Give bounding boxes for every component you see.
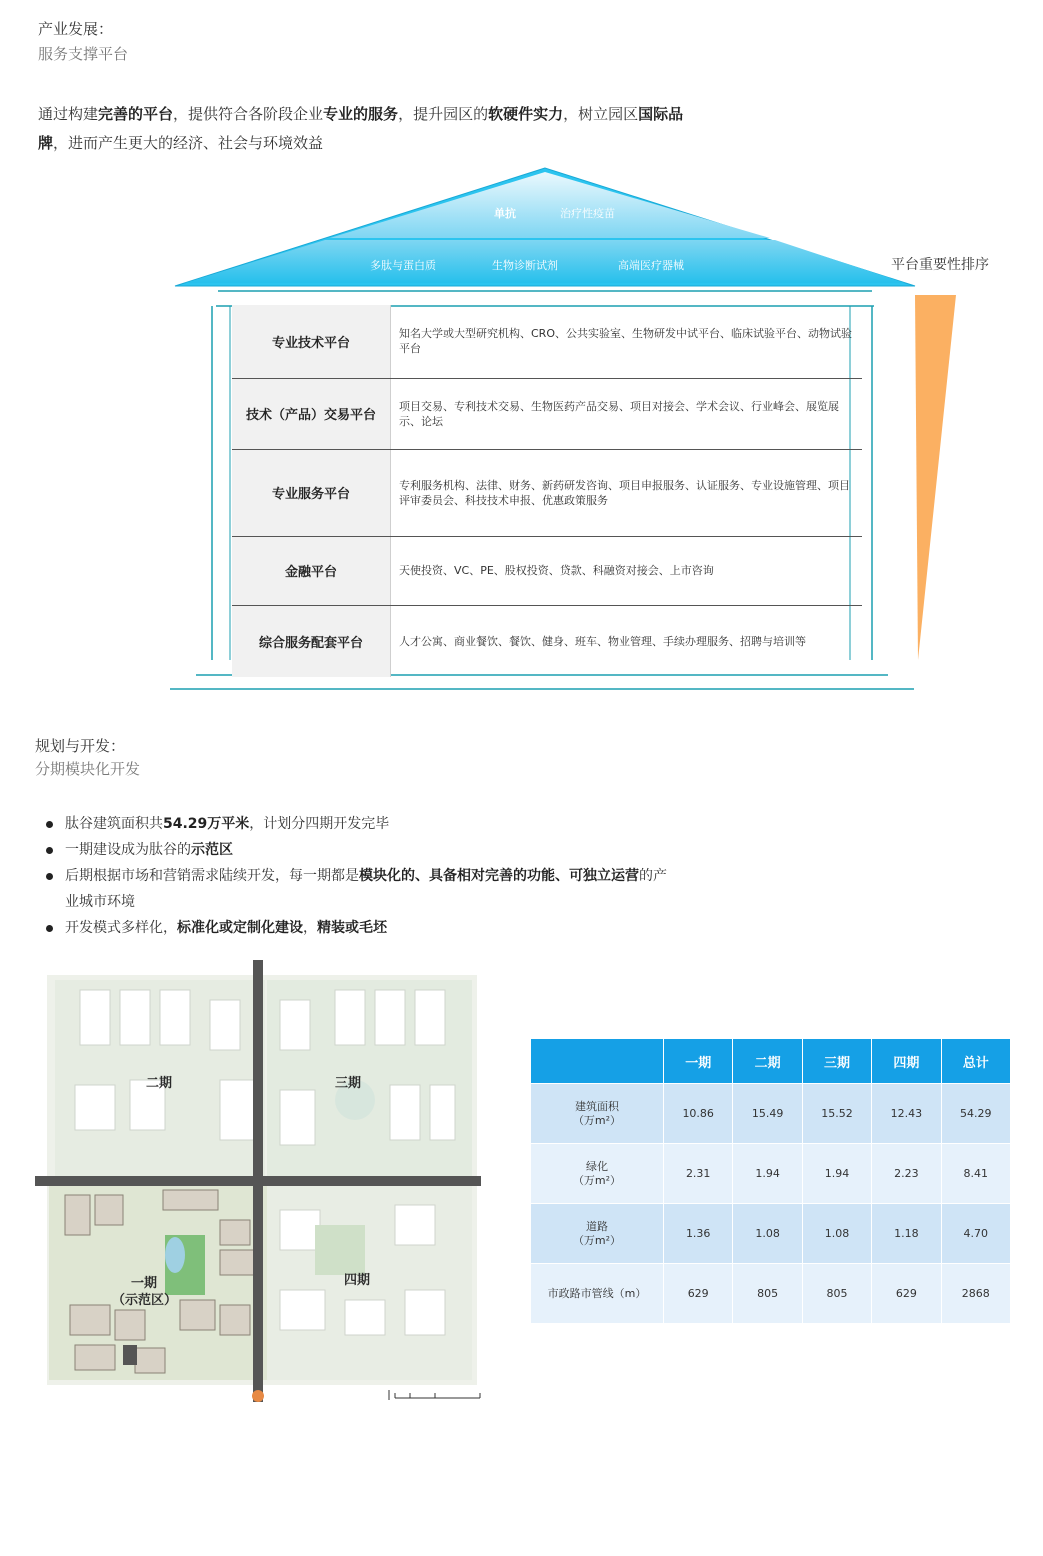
map-label-phase4: 四期 bbox=[344, 1273, 371, 1288]
table-header: 四期 bbox=[872, 1039, 941, 1084]
bullet-bold: 54.29万平米 bbox=[163, 816, 250, 832]
table-row bbox=[531, 1144, 1011, 1204]
platform-table bbox=[232, 305, 862, 677]
bullet-bold: 示范区 bbox=[191, 842, 233, 858]
row-label-text: 建筑面积 bbox=[575, 1099, 619, 1113]
table-cell: 629 bbox=[664, 1264, 733, 1324]
roof-top-label: 治疗性疫苗 bbox=[560, 207, 615, 220]
paragraph-bold: 完善的平台 bbox=[98, 105, 174, 123]
platform-name: 专业服务平台 bbox=[232, 449, 391, 536]
platform-desc: 专利服务机构、法律、财务、新药研发咨询、项目申报服务、认证服务、专业设施管理、项目评审委员会、科技技术申报、优惠政策服务 bbox=[391, 449, 863, 536]
table-cell: 12.43 bbox=[872, 1084, 941, 1144]
paragraph-text: ，进而产生更大的经济、社会与环境效益 bbox=[53, 134, 324, 152]
table-cell: 2.31 bbox=[664, 1144, 733, 1204]
map-label-phase3: 三期 bbox=[335, 1076, 362, 1091]
phase1-pond bbox=[165, 1237, 185, 1273]
bullet-item bbox=[38, 811, 698, 837]
bullet-item bbox=[38, 837, 698, 863]
table-cell: 1.18 bbox=[872, 1204, 941, 1264]
row-label-text: 道路 bbox=[586, 1219, 608, 1233]
road-horizontal bbox=[35, 1176, 481, 1186]
roof-top bbox=[330, 172, 770, 238]
row-unit: （万m²） bbox=[572, 1173, 622, 1187]
bullet-dot bbox=[46, 821, 53, 828]
table-cell: 10.86 bbox=[664, 1084, 733, 1144]
table-cell: 15.49 bbox=[733, 1084, 802, 1144]
row-label-text: 绿化 bbox=[586, 1159, 608, 1173]
platform-row bbox=[232, 536, 862, 605]
bullet-dot bbox=[46, 925, 53, 932]
platform-row bbox=[232, 305, 862, 378]
bullet-text: 后期根据市场和营销需求陆续开发，每一期都是 bbox=[65, 868, 359, 884]
bullet-bold: 精装或毛坯 bbox=[317, 920, 387, 936]
entrance-marker bbox=[252, 1390, 264, 1402]
row-unit: （万m²） bbox=[572, 1113, 622, 1127]
table-cell: 805 bbox=[802, 1264, 871, 1324]
platform-desc: 知名大学或大型研究机构、CRO、公共实验室、生物研发中试平台、临床试验平台、动物试验平台 bbox=[391, 305, 863, 378]
section-subtitle-planning: 分期模块化开发 bbox=[35, 760, 141, 778]
table-cell: 1.94 bbox=[802, 1144, 871, 1204]
table-row bbox=[531, 1204, 1011, 1264]
section-title-industry: 产业发展： bbox=[38, 20, 114, 38]
table-header: 三期 bbox=[802, 1039, 871, 1084]
ranking-wedge bbox=[915, 295, 956, 660]
paragraph-bold: 软硬件实力 bbox=[488, 105, 564, 123]
planning-bullets bbox=[38, 811, 698, 941]
platform-desc: 人才公寓、商业餐饮、餐饮、健身、班车、物业管理、手续办理服务、招聘与培训等 bbox=[391, 605, 863, 677]
industry-paragraph bbox=[38, 100, 708, 158]
park-block bbox=[315, 1225, 365, 1275]
paragraph-text: ，提升园区的 bbox=[398, 105, 489, 123]
bullet-bold: 模块化的、具备相对完善的功能、可独立运营 bbox=[359, 868, 639, 884]
table-header-row bbox=[531, 1039, 1011, 1084]
table-cell: 2.23 bbox=[872, 1144, 941, 1204]
row-unit: （万m²） bbox=[572, 1233, 622, 1247]
platform-desc: 天使投资、VC、PE、股权投资、贷款、科融资对接会、上市咨询 bbox=[391, 536, 863, 605]
paragraph-text: ，提供符合各阶段企业 bbox=[173, 105, 324, 123]
phase-data-table bbox=[531, 1039, 1011, 1323]
scale-bar bbox=[389, 1390, 480, 1400]
paragraph-text: ，树立园区 bbox=[563, 105, 639, 123]
platform-name: 技术（产品）交易平台 bbox=[232, 378, 391, 449]
table-cell: 4.70 bbox=[941, 1204, 1010, 1264]
bullet-text: ，计划分四期开发完毕 bbox=[249, 816, 390, 832]
bullet-item bbox=[38, 915, 698, 941]
table-cell: 1.94 bbox=[733, 1144, 802, 1204]
bullet-text: ， bbox=[303, 920, 317, 936]
bullet-dot bbox=[46, 873, 53, 880]
table-header: 总计 bbox=[941, 1039, 1010, 1084]
row-label: 市政路市管线（m） bbox=[531, 1264, 664, 1324]
section-title-planning: 规划与开发： bbox=[35, 737, 126, 755]
row-label bbox=[531, 1144, 664, 1204]
ranking-label: 平台重要性排序 bbox=[891, 257, 989, 273]
paragraph-bold: 专业的服务 bbox=[323, 105, 399, 123]
phase1-building-dark bbox=[123, 1345, 137, 1365]
table-row bbox=[531, 1264, 1011, 1324]
row-label bbox=[531, 1084, 664, 1144]
section-subtitle-industry: 服务支撑平台 bbox=[38, 45, 129, 63]
table-header: 一期 bbox=[664, 1039, 733, 1084]
paragraph-bold: 国际品牌 bbox=[38, 105, 684, 152]
platform-desc: 项目交易、专利技术交易、生物医药产品交易、项目对接会、学术会议、行业峰会、展览展示、论坛 bbox=[391, 378, 863, 449]
table-cell: 629 bbox=[872, 1264, 941, 1324]
site-plan-map bbox=[35, 960, 485, 1405]
map-label-phase1-sub: （示范区） bbox=[112, 1293, 178, 1308]
platform-name: 综合服务配套平台 bbox=[232, 605, 391, 677]
table-cell: 805 bbox=[733, 1264, 802, 1324]
paragraph-text: 通过构建 bbox=[38, 105, 99, 123]
bullet-bold: 标准化或定制化建设 bbox=[177, 920, 303, 936]
roof-band-label: 生物诊断试剂 bbox=[492, 259, 558, 272]
table-row bbox=[531, 1084, 1011, 1144]
bullet-text: 一期建设成为肽谷的 bbox=[65, 842, 191, 858]
roof-top-label: 单抗 bbox=[494, 207, 516, 220]
table-cell: 15.52 bbox=[802, 1084, 871, 1144]
bullet-text: 开发模式多样化， bbox=[65, 920, 177, 936]
platform-row bbox=[232, 449, 862, 536]
table-cell: 1.08 bbox=[802, 1204, 871, 1264]
roof-band-label: 高端医疗器械 bbox=[618, 259, 684, 272]
roof-band-label: 多肽与蛋白质 bbox=[370, 259, 436, 272]
platform-name: 专业技术平台 bbox=[232, 305, 391, 378]
table-cell: 1.36 bbox=[664, 1204, 733, 1264]
table-cell: 8.41 bbox=[941, 1144, 1010, 1204]
table-header: 二期 bbox=[733, 1039, 802, 1084]
bullet-text: 的产业城市环境 bbox=[65, 868, 667, 910]
platform-row bbox=[232, 378, 862, 449]
platform-name: 金融平台 bbox=[232, 536, 391, 605]
row-label bbox=[531, 1204, 664, 1264]
bullet-dot bbox=[46, 847, 53, 854]
bullet-text: 肽谷建筑面积共 bbox=[65, 816, 163, 832]
table-cell: 54.29 bbox=[941, 1084, 1010, 1144]
table-header bbox=[531, 1039, 664, 1084]
platform-row bbox=[232, 605, 862, 677]
map-label-phase2: 二期 bbox=[146, 1076, 173, 1091]
table-cell: 1.08 bbox=[733, 1204, 802, 1264]
map-label-phase1: 一期 bbox=[131, 1276, 158, 1291]
table-cell: 2868 bbox=[941, 1264, 1010, 1324]
bullet-item bbox=[38, 863, 698, 915]
